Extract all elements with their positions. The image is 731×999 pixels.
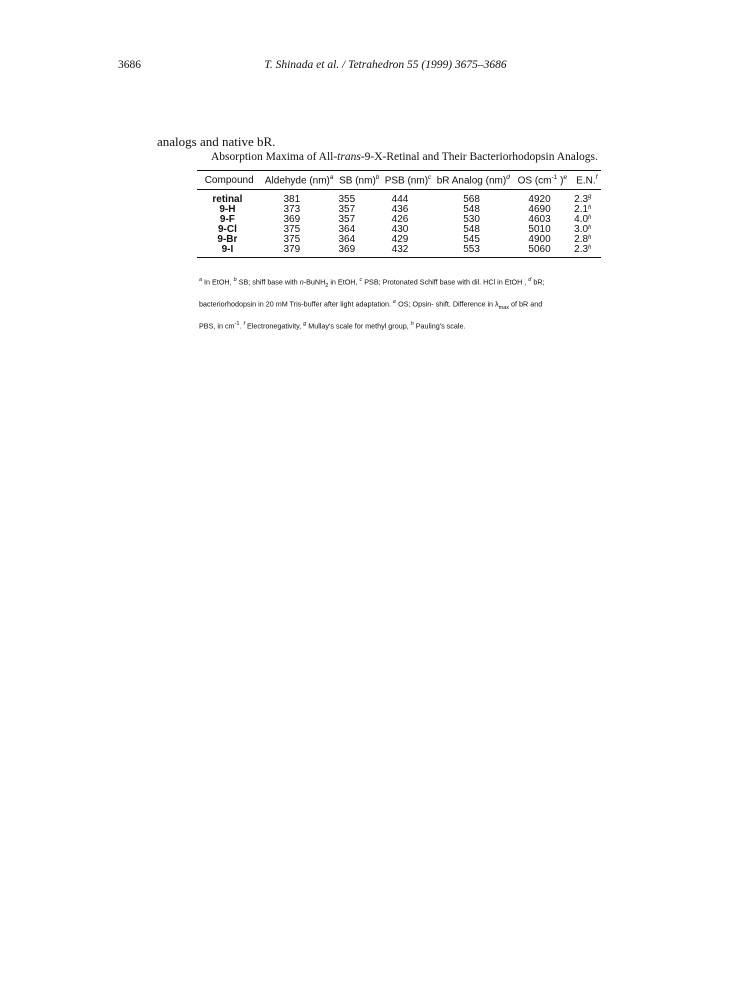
cell-br: 553 xyxy=(463,244,480,255)
header-aldehyde-label: Aldehyde (nm) xyxy=(264,175,330,187)
cell-psb: 444 xyxy=(391,194,409,205)
cell-en-value: 2.3 xyxy=(574,244,589,255)
footnote-text: bR; xyxy=(531,277,545,287)
cell-br: 548 xyxy=(463,204,480,215)
table-body xyxy=(197,190,601,257)
cell-psb: 426 xyxy=(391,214,409,225)
cell-aldehyde: 373 xyxy=(283,204,301,215)
cell-en-value: 2.1 xyxy=(574,204,589,215)
header-aldehyde xyxy=(261,174,337,186)
cell-en-value: 2.8 xyxy=(574,234,589,245)
cell-compound: 9-F xyxy=(219,214,235,225)
header-sb-label: SB (nm) xyxy=(339,175,376,187)
footnote-italic: n xyxy=(299,277,304,287)
cell-sb: 357 xyxy=(338,214,356,225)
header-os-mark: e xyxy=(563,173,568,181)
footnote-mark: h xyxy=(410,320,414,327)
header-os-exp: -1 xyxy=(551,173,558,181)
cell-br: 548 xyxy=(463,224,480,235)
header-br-label: bR Analog (nm) xyxy=(436,175,507,187)
cell-aldehyde: 369 xyxy=(283,214,301,225)
footnote-subscript: 2 xyxy=(325,282,329,289)
caption-part-1: Absorption Maxima of All- xyxy=(211,151,338,163)
footnote-text: Pauling's scale. xyxy=(413,321,466,331)
footnote-text: Mullay's scale for methyl group, xyxy=(306,321,411,331)
footnote-text: SB; shiff base with xyxy=(236,277,300,287)
footnote-mark: f xyxy=(243,320,245,327)
header-psb-mark: c xyxy=(428,173,432,181)
header-aldehyde-mark: a xyxy=(329,173,334,181)
table-row xyxy=(197,245,601,255)
cell-psb: 436 xyxy=(391,204,409,215)
cell-en-value: 4.0 xyxy=(574,214,589,225)
cell-sb: 355 xyxy=(338,194,356,205)
footnote-text: . xyxy=(239,321,244,331)
footnote-mark: a xyxy=(199,277,203,283)
cell-sb: 364 xyxy=(338,234,356,245)
page-number: 3686 xyxy=(118,59,141,71)
footnote-text: PSB; Protonated Schiff base with dil. HCl in EtOH , xyxy=(362,277,529,287)
footnote-text: -BuNH xyxy=(303,277,326,287)
cell-en xyxy=(568,245,601,255)
cell-compound: 9-H xyxy=(219,204,236,215)
running-head: T. Shinada et al. / Tetrahedron 55 (1999) 3675–3686 xyxy=(264,59,507,71)
cell-aldehyde: 375 xyxy=(283,224,301,235)
footnote-mark: b xyxy=(233,277,237,283)
cell-os: 4690 xyxy=(528,204,551,215)
caption-part-2: -9-X-Retinal and Their Bacteriorhodopsin Analogs. xyxy=(360,151,598,163)
cell-compound: 9-I xyxy=(221,244,234,255)
cell-aldehyde: 375 xyxy=(283,234,301,245)
table-header-row xyxy=(197,171,601,189)
footnote-mark: d xyxy=(528,277,532,283)
cell-en-mark: h xyxy=(588,235,592,241)
cell-br: 568 xyxy=(463,194,480,205)
cell-compound: 9-Br xyxy=(217,234,238,245)
cell-aldehyde: 379 xyxy=(283,244,301,255)
cell-psb: 429 xyxy=(391,234,409,245)
cell-os: 4920 xyxy=(528,194,551,205)
caption-italic: trans xyxy=(337,151,361,163)
header-os xyxy=(512,174,573,186)
cell-psb: 430 xyxy=(391,224,409,235)
cell-en-mark: h xyxy=(588,245,592,251)
header-en-label: E.N. xyxy=(576,175,596,187)
cell-os: 5060 xyxy=(528,244,551,255)
footnote-text: OS; Opsin- shift. Difference in λ xyxy=(396,299,499,309)
cell-sb: 369 xyxy=(338,244,356,255)
cell-en-mark: h xyxy=(588,205,592,211)
cell-psb: 432 xyxy=(391,244,409,255)
table-footnotes xyxy=(199,272,603,334)
cell-en-mark: h xyxy=(588,225,592,231)
cell-en-value: 3.0 xyxy=(574,224,589,235)
header-br-mark: d xyxy=(506,173,510,181)
footnote-subscript: max xyxy=(498,304,510,311)
cell-compound: 9-Cl xyxy=(217,224,237,235)
header-compound: Compound xyxy=(204,174,254,186)
footnote-line xyxy=(199,316,603,334)
cell-os: 4900 xyxy=(528,234,551,245)
intro-text: analogs and native bR. xyxy=(157,134,276,149)
cell-sb: 364 xyxy=(338,224,356,235)
header-os-label: OS (cm xyxy=(517,175,552,187)
header-psb xyxy=(382,174,435,186)
header-sb-mark: b xyxy=(375,173,380,181)
cell-en-mark: h xyxy=(588,215,592,221)
cell-br: 530 xyxy=(463,214,480,225)
footnote-text: bacteriorhodopsin in 20 mM Tris-buffer after light adaptation. xyxy=(199,299,394,309)
cell-sb: 357 xyxy=(338,204,356,215)
footnote-text: Electronegativity, xyxy=(244,321,304,331)
footnote-text: in EtOH, xyxy=(328,277,360,287)
header-sb xyxy=(337,174,381,186)
header-en xyxy=(573,174,601,186)
footnote-line xyxy=(199,294,603,316)
footnote-mark: g xyxy=(303,320,307,327)
header-psb-label: PSB (nm) xyxy=(384,175,429,187)
table-caption xyxy=(211,151,598,163)
cell-aldehyde: 381 xyxy=(283,194,301,205)
header-en-mark: f xyxy=(595,173,598,181)
footnote-superscript: -1 xyxy=(234,320,240,327)
cell-en-value: 2.3 xyxy=(574,194,589,205)
cell-en-mark: g xyxy=(588,194,592,200)
cell-compound: retinal xyxy=(212,194,243,205)
footnote-text: of bR and xyxy=(509,299,543,309)
cell-os: 4603 xyxy=(528,214,551,225)
footnote-text: PBS, in cm xyxy=(199,321,235,331)
table-bottom-rule xyxy=(197,257,601,258)
header-br xyxy=(434,174,512,186)
footnote-mark: e xyxy=(393,298,397,305)
header-os-close: ) xyxy=(557,175,564,187)
cell-br: 545 xyxy=(463,234,480,245)
footnote-mark: c xyxy=(359,277,363,283)
footnote-line xyxy=(199,272,603,294)
cell-os: 5010 xyxy=(528,224,551,235)
data-table xyxy=(197,170,601,258)
footnote-text: In EtOH, xyxy=(202,277,234,287)
